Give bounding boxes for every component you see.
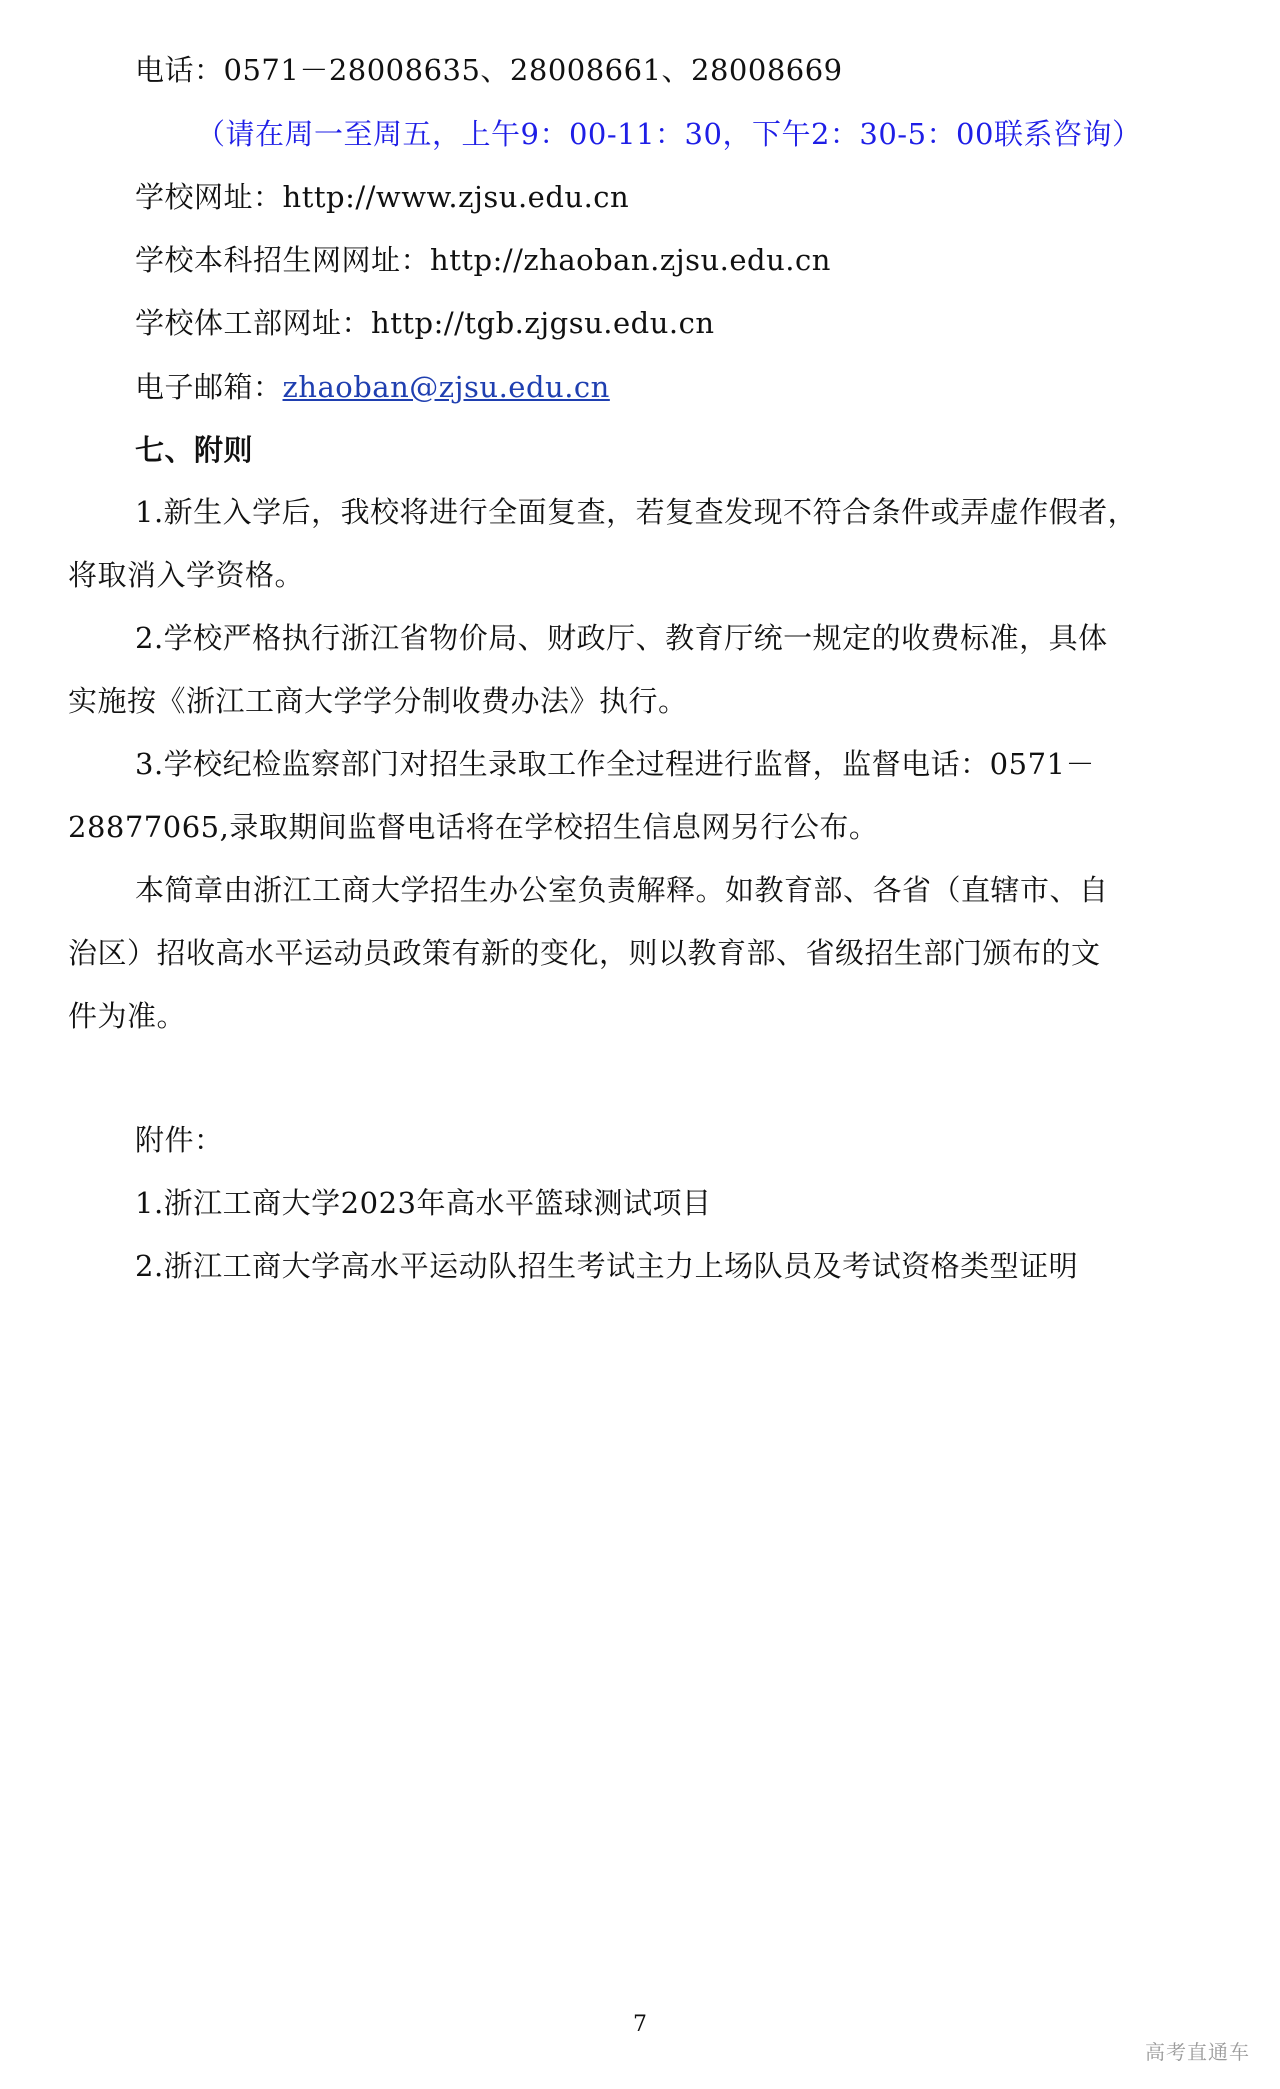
attachments-heading: 附件： [135,1123,224,1157]
interpretation-note-line2: 治区）招收高水平运动员政策有新的变化，则以教育部、省级招生部门颁布的文 [68,936,1101,970]
interpretation-note-line3: 件为准。 [68,999,187,1033]
sports-site-label: 学校体工部网址： [135,306,372,340]
phone-line [135,50,843,90]
website-line [135,177,629,217]
attachment-item-1: 1.浙江工商大学2023年高水平篮球测试项目 [135,1186,712,1220]
section7-item3-line2: 28877065,录取期间监督电话将在学校招生信息网另行公布。 [68,810,879,844]
phone-label: 电话： [135,53,224,87]
section7-item1-line1: 1.新生入学后，我校将进行全面复查，若复查发现不符合条件或弄虚作假者， [135,495,1138,529]
section7-item2-line2: 实施按《浙江工商大学学分制收费办法》执行。 [68,684,688,718]
email-line [135,367,610,407]
consult-hours-note: （请在周一至周五，上午9：00-11：30，下午2：30-5：00联系咨询） [196,117,1142,151]
admission-site-line [135,240,831,280]
email-link[interactable]: zhaoban@zjsu.edu.cn [282,370,610,404]
admission-site-label: 学校本科招生网网址： [135,243,431,277]
phone-value: 0571－28008635、28008661、28008669 [223,53,843,87]
page-number: 7 [633,2012,647,2037]
section7-heading: 七、附则 [135,433,254,467]
section7-item1-line2: 将取消入学资格。 [68,558,305,592]
attachment-item-2: 2.浙江工商大学高水平运动队招生考试主力上场队员及考试资格类型证明 [135,1249,1079,1283]
website-label: 学校网址： [135,180,283,214]
watermark: 高考直通车 [1145,2040,1250,2064]
section7-item3-line1: 3.学校纪检监察部门对招生录取工作全过程进行监督，监督电话：0571－ [135,747,1095,781]
admission-site-url: http://zhaoban.zjsu.edu.cn [430,243,831,277]
section7-item2-line1: 2.学校严格执行浙江省物价局、财政厅、教育厅统一规定的收费标准，具体 [135,621,1108,655]
website-url: http://www.zjsu.edu.cn [282,180,630,214]
interpretation-note-line1: 本简章由浙江工商大学招生办公室负责解释。如教育部、各省（直辖市、自 [135,873,1109,907]
email-label: 电子邮箱： [135,370,283,404]
sports-site-line [135,303,715,343]
sports-site-url: http://tgb.zjgsu.edu.cn [371,306,715,340]
